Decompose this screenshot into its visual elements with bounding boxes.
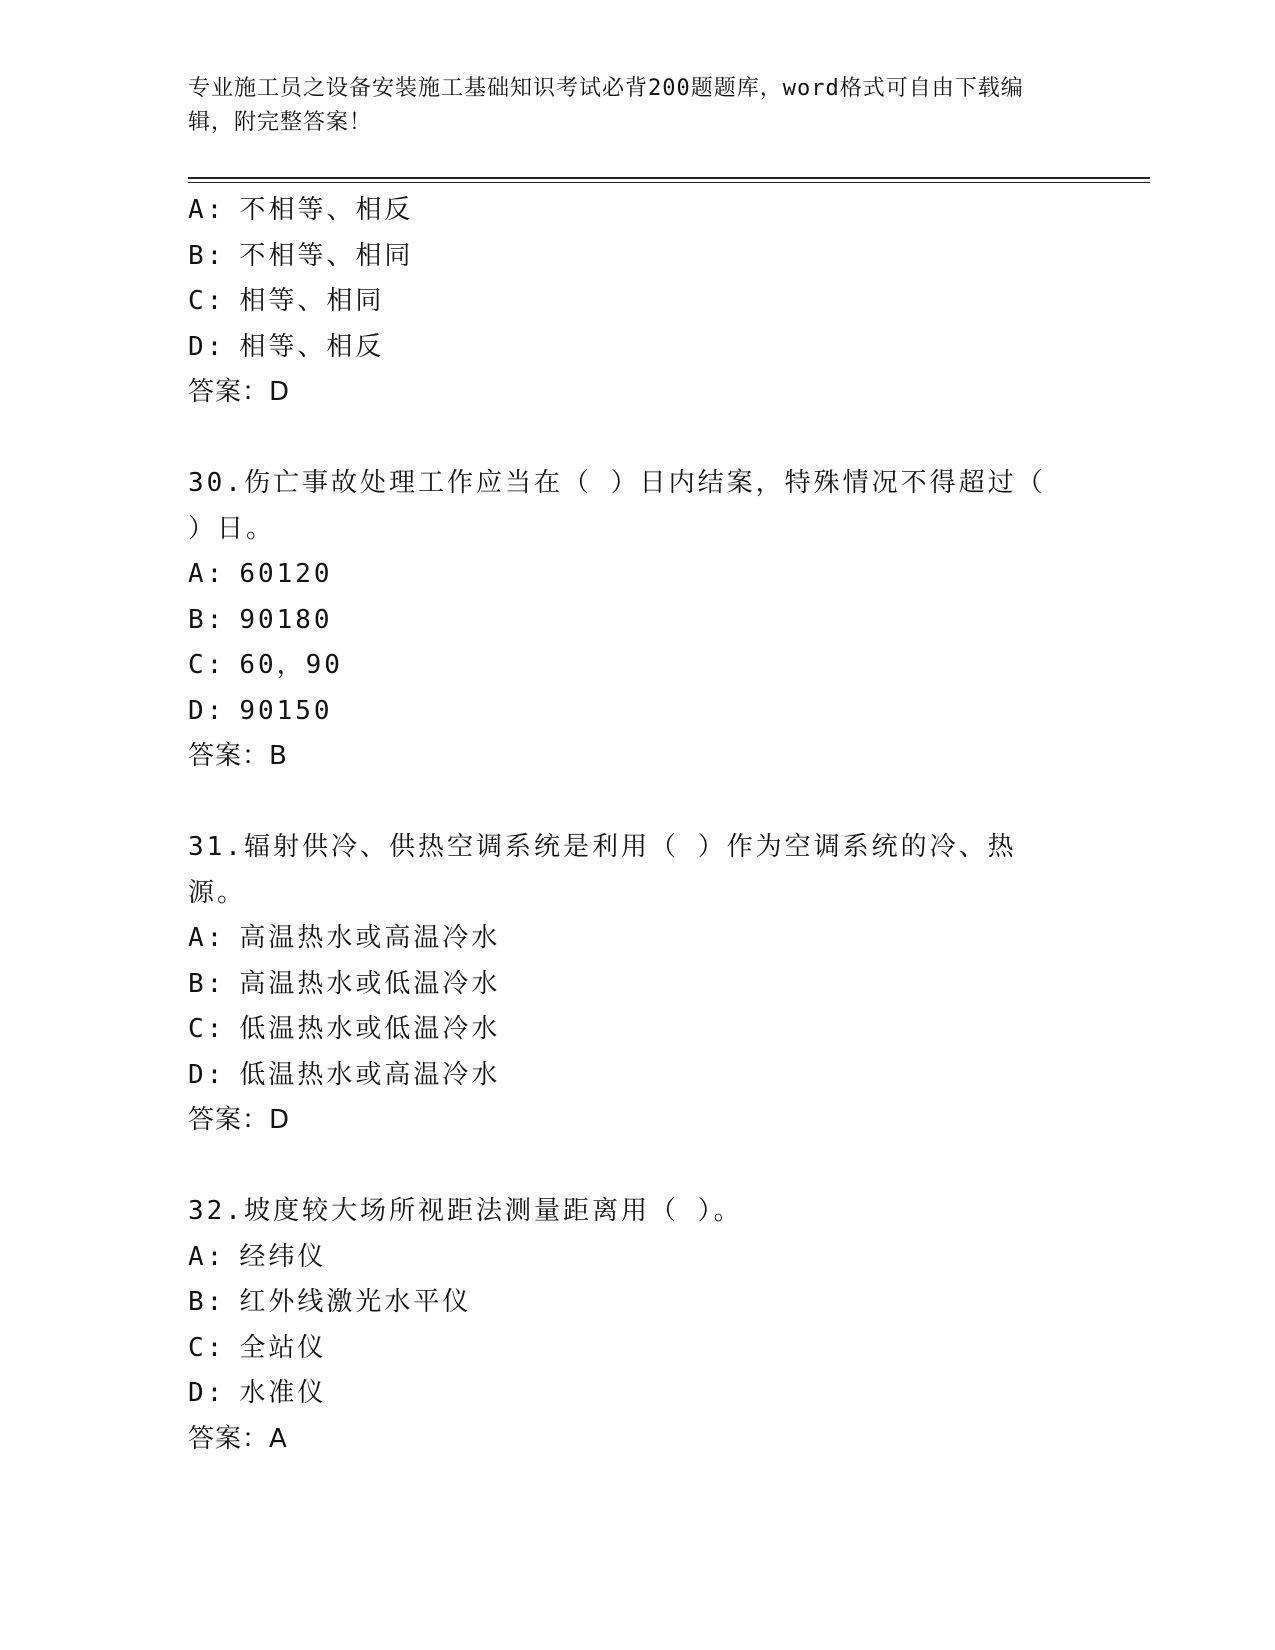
option-label: B:: [188, 240, 226, 271]
option-text: 经纬仪: [239, 1241, 327, 1272]
option-label: C:: [188, 286, 226, 316]
option-label: C:: [188, 1014, 226, 1044]
option-text: 不相等、相同: [239, 240, 414, 271]
option-label: A:: [188, 559, 226, 589]
option-text: 低温热水或低温冷水: [239, 1014, 501, 1044]
header-divider-thick: [188, 177, 1150, 179]
option-text: 不相等、相反: [239, 195, 414, 225]
option-d: [188, 325, 1088, 371]
option-label: D:: [188, 695, 226, 726]
option-label: A:: [188, 195, 226, 225]
option-text: 高温热水或高温冷水: [239, 923, 501, 953]
option-b: [188, 598, 1088, 644]
question-block: [188, 461, 1088, 780]
option-b: [188, 962, 1088, 1008]
option-a: [188, 916, 1088, 962]
option-c: [188, 279, 1088, 325]
option-c: [188, 643, 1088, 689]
option-b: [188, 234, 1088, 280]
question-block: [188, 1189, 1088, 1462]
option-label: C:: [188, 1332, 226, 1363]
option-label: B:: [188, 604, 226, 635]
option-text: 低温热水或高温冷水: [239, 1059, 501, 1090]
option-text: 60，90: [239, 650, 343, 680]
option-text: 相等、相同: [239, 286, 385, 316]
option-label: A:: [188, 1241, 226, 1272]
option-c: [188, 1007, 1088, 1053]
option-text: 90180: [239, 604, 333, 635]
answer-line: 答案：D: [188, 377, 291, 407]
question-stem: 32.坡度较大场所视距法测量距离用（ ）。: [188, 1196, 743, 1226]
option-label: B:: [188, 1287, 226, 1317]
option-text: 高温热水或低温冷水: [239, 968, 501, 999]
question-block: [188, 825, 1088, 1144]
question-stem: 31.辐射供冷、供热空调系统是利用（ ）作为空调系统的冷、热源。: [188, 832, 1017, 908]
option-d: [188, 1371, 1088, 1417]
option-a: [188, 1235, 1088, 1281]
option-label: D:: [188, 331, 226, 362]
option-label: C:: [188, 650, 226, 680]
answer-line: 答案：B: [188, 741, 288, 771]
answer-line: 答案：D: [188, 1105, 291, 1135]
option-b: [188, 1280, 1088, 1326]
option-a: [188, 552, 1088, 598]
option-a: [188, 188, 1088, 234]
option-text: 60120: [239, 559, 333, 589]
option-text: 全站仪: [239, 1332, 327, 1363]
option-d: [188, 689, 1088, 735]
option-label: A:: [188, 923, 226, 953]
question-block: [188, 188, 1088, 416]
option-label: B:: [188, 968, 226, 999]
option-label: D:: [188, 1059, 226, 1090]
option-text: 水准仪: [239, 1378, 327, 1408]
question-list: [188, 188, 1088, 1462]
option-c: [188, 1326, 1088, 1372]
option-label: D:: [188, 1378, 226, 1408]
header-divider-thin: [188, 182, 1150, 183]
question-stem: 30.伤亡事故处理工作应当在（ ）日内结案，特殊情况不得超过（ ）日。: [188, 468, 1046, 544]
option-text: 90150: [239, 695, 333, 726]
option-text: 红外线激光水平仪: [239, 1287, 472, 1317]
option-text: 相等、相反: [239, 331, 385, 362]
answer-line: 答案：A: [188, 1423, 288, 1454]
option-d: [188, 1053, 1088, 1099]
document-header: 专业施工员之设备安装施工基础知识考试必背200题题库，word格式可自由下载编辑，附完整答案！: [188, 76, 1024, 135]
